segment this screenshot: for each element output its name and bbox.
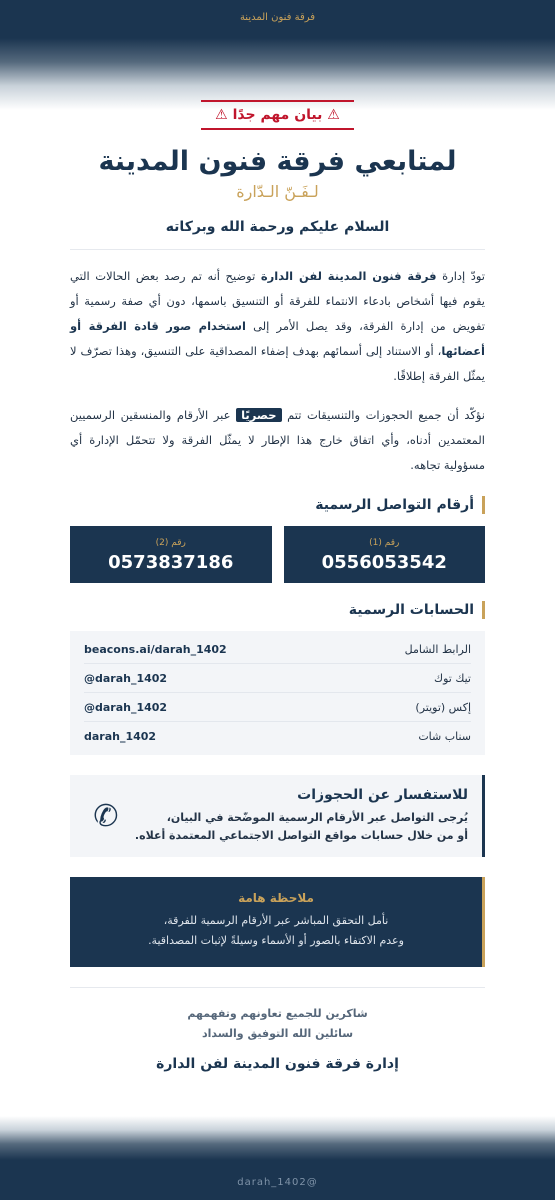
document-body [70,100,485,1072]
paragraph-1: تودّ إدارة فرقة فنون المدينة لفن الدارة توضيح أنه تم رصد بعض الحالات التي يقوم فيها أشخاص بادعاء الانتماء للفرقة أو التنسيق باسمها، دون أي صفة رسمية أو تفويض من إدارة الفرقة، وقد يصل الأمر إلى استخدام صور قادة الفرقة أو أعضائها، أو الاستناد إلى أسمائهم بهدف إضفاء المصداقية على التنسيق، وهذا تصرّف لا يمثّل الفرقة إطلاقًا. [70,269,485,383]
account-link[interactable]: beacons.ai/darah_1402 [84,642,227,656]
phone-number-card-2[interactable]: رقم (2) 0573837186 [70,526,272,583]
account-row-snapchat: سناب شات darah_1402 [84,730,471,743]
phone-number-card-1[interactable]: رقم (1) 0556053542 [284,526,486,583]
phone-icon: ✆ [93,798,119,834]
paragraph-2: نؤكّد أن جميع الحجوزات والتنسيقات تتم حصريًا عبر الأرقام والمنسقين الرسميين المعتمدين أدناه، وأي اتفاق خارج هذا الإطار لا يمثّل الفرقة ولا تتحمّل الإدارة أي مسؤولية تجاهه. [70,408,485,472]
footer-signature: إدارة فرقة فنون المدينة لفن الدارة [156,1056,399,1072]
contact-numbers [70,526,485,583]
account-tiktok[interactable]: @darah_1402 [84,671,168,685]
inquiry-title: للاستفسار عن الحجوزات [297,787,468,803]
heading-accent-bar [482,496,485,514]
important-note-box [70,877,485,967]
accounts-heading: الحسابات الرسمية [70,601,485,619]
account-snapchat[interactable]: darah_1402 [84,730,157,743]
header-title: فرقة فنون المدينة [239,12,316,23]
greeting: السلام عليكم ورحمة الله وبركاته [70,219,485,250]
phone-number-2[interactable]: 0573837186 [108,552,234,573]
exclusive-highlight: حصريًا [236,408,281,422]
phone-number-1[interactable]: 0556053542 [321,552,447,573]
footer-thanks: شاكرين للجميع تعاونهم وتفهمهم سائلين الله التوفيق والسداد [187,1007,368,1040]
account-row-link: الرابط الشامل beacons.ai/darah_1402 [84,635,471,664]
account-x[interactable]: @darah_1402 [84,700,168,714]
inquiry-text: يُرجى التواصل عبر الأرقام الرسمية الموضّحة في البيان، أو من خلال حسابات مواقع التواصل الاجتماعي المعتمدة أعلاه. [134,811,468,842]
account-row-tiktok: تيك توك @darah_1402 [84,664,471,693]
page-title: لمتابعي فرقة فنون المدينة [98,146,457,177]
footer-handle: darah_1402@ [237,1177,318,1188]
inquiry-box [70,775,485,857]
important-notice-badge: ⚠ بيان مهم جدًا ⚠ [201,100,354,130]
page-subtitle: لـفَـنّ الـدّارة [236,182,319,201]
footer [70,987,485,1072]
account-row-x: إكس (تويتر) @darah_1402 [84,693,471,722]
note-title: ملاحظة هامة [238,891,314,905]
heading-accent-bar [482,601,485,619]
accounts-table [70,631,485,755]
numbers-heading: أرقام التواصل الرسمية [70,496,485,514]
note-text: نأمل التحقق المباشر عبر الأرقام الرسمية للفرقة، وعدم الاكتفاء بالصور أو الأسماء وسيلةً لإثبات المصداقية. [148,914,404,947]
